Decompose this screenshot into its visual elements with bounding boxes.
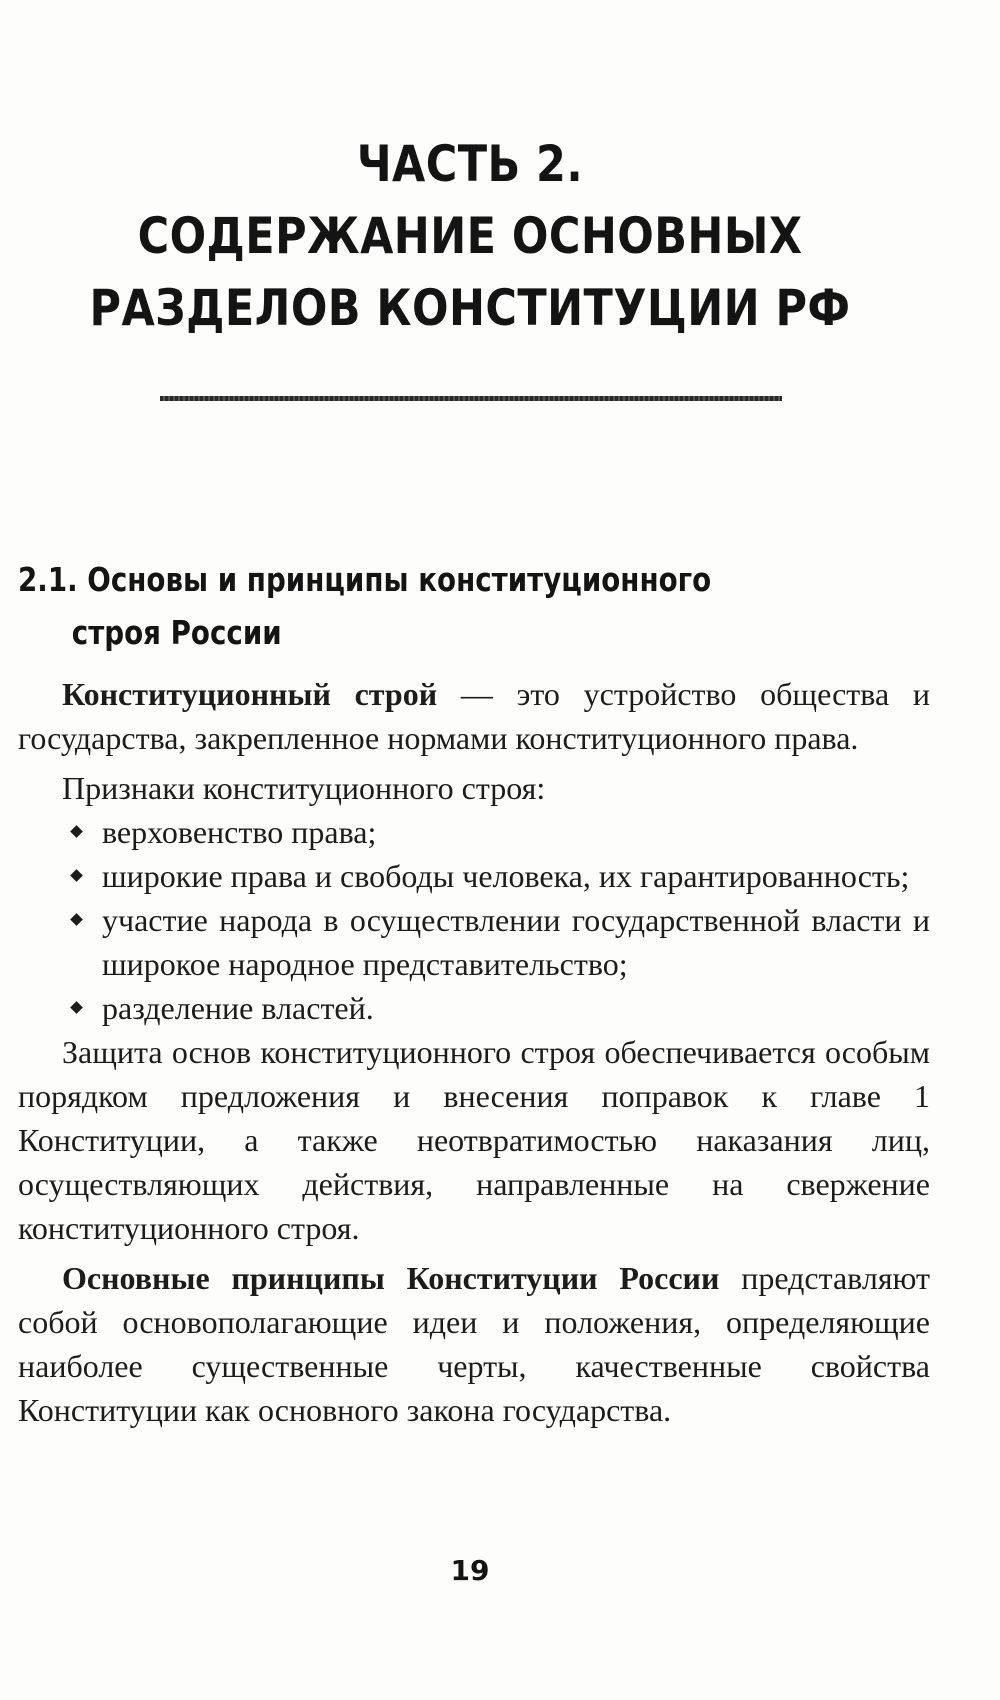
title-divider bbox=[160, 396, 782, 401]
term-constitutional-order: Конституционный строй bbox=[62, 676, 438, 712]
part-title bbox=[66, 128, 874, 344]
section-title-line-2: строя России bbox=[71, 613, 282, 652]
part-title-line-3: РАЗДЕЛОВ КОНСТИТУЦИИ РФ bbox=[89, 279, 851, 337]
list-item bbox=[62, 986, 930, 1030]
section-title-line-1: 2.1. Основы и принципы конституционного bbox=[18, 560, 712, 599]
features-list bbox=[18, 810, 930, 1030]
list-item bbox=[62, 854, 930, 898]
diamond-bullet-icon bbox=[70, 1001, 83, 1014]
list-item-text: разделение властей. bbox=[102, 990, 374, 1026]
paragraph-principles bbox=[18, 1256, 930, 1432]
definition-text: — это устройство общества и государства, закрепленное нормами конституционного права. bbox=[18, 676, 931, 756]
paragraph-features-intro: Признаки конституционного строя: bbox=[62, 770, 546, 806]
list-item bbox=[62, 810, 930, 854]
list-item bbox=[62, 898, 930, 986]
diamond-bullet-icon bbox=[70, 869, 83, 882]
section-title bbox=[18, 553, 774, 659]
body-text bbox=[18, 672, 930, 1432]
list-item-text: верховенство права; bbox=[102, 814, 377, 850]
part-title-line-1: ЧАСТЬ 2. bbox=[356, 135, 584, 193]
diamond-bullet-icon bbox=[70, 825, 83, 838]
principles-text: представляют собой основополагающие идеи и положения, определяющие наиболее существенные черты, качественные свойства Конституции как основного закона государства. bbox=[18, 1260, 931, 1428]
paragraph-definition bbox=[18, 672, 930, 760]
list-item-text: участие народа в осуществлении государственной власти и широкое народное представительство; bbox=[102, 902, 930, 982]
diamond-bullet-icon bbox=[70, 913, 83, 926]
paragraph-protection: Защита основ конституционного строя обеспечивается особым порядком предложения и внесения поправок к главе 1 Конституции, а также неотвратимостью наказания лиц, осуществляющих действия, направленные на свержение конституционного строя. bbox=[18, 1034, 930, 1246]
list-item-text: широкие права и свободы человека, их гарантированность; bbox=[102, 858, 910, 894]
page-number: 19 bbox=[450, 1554, 490, 1587]
part-title-line-2: СОДЕРЖАНИЕ ОСНОВНЫХ bbox=[137, 207, 803, 265]
term-principles: Основные принципы Конституции России bbox=[62, 1260, 720, 1296]
